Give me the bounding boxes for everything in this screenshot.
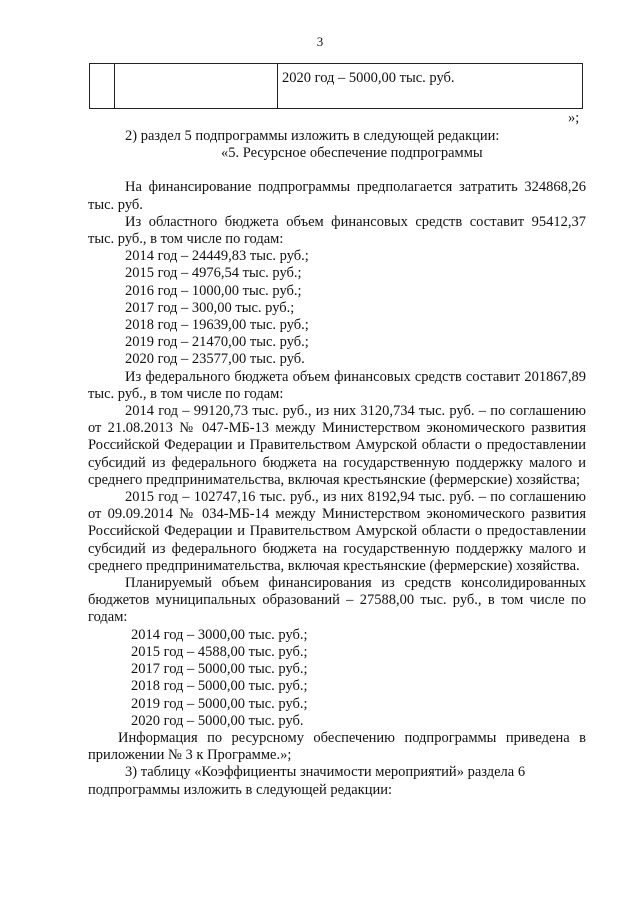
municipal-year-line: 2017 год – 5000,00 тыс. руб.; bbox=[131, 661, 308, 678]
table-cell-value: 2020 год – 5000,00 тыс. руб. bbox=[278, 64, 583, 109]
total-financing-paragraph: На финансирование подпрограммы предполагается затратить 324868,26 тыс. руб. bbox=[88, 179, 586, 213]
regional-year-line: 2016 год – 1000,00 тыс. руб.; bbox=[125, 282, 302, 299]
regional-year-line: 2017 год – 300,00 тыс. руб.; bbox=[125, 299, 295, 316]
municipal-year-line: 2020 год – 5000,00 тыс. руб. bbox=[131, 712, 304, 729]
regional-year-line: 2015 год – 4976,54 тыс. руб.; bbox=[125, 265, 302, 282]
table-row bbox=[90, 64, 583, 109]
municipal-year-line: 2019 год – 5000,00 тыс. руб.; bbox=[131, 695, 308, 712]
item-3-paragraph: 3) таблицу «Коэффициенты значимости мероприятий» раздела 6 подпрограммы изложить в следующей редакции: bbox=[88, 764, 526, 798]
federal-2015-paragraph: 2015 год – 102747,16 тыс. руб., из них 8192,94 тыс. руб. – по соглашению от 09.09.2014 № 034-МБ-14 между Министерством экономического развития Российской Федерации и Правительством Амурской области о предоставлении субсидий из федерального бюджета на государственную поддержку малого и среднего предпринимательства, включая крестьянские (фермерские) хозяйства. bbox=[88, 489, 586, 574]
regional-year-line: 2014 год – 24449,83 тыс. руб.; bbox=[125, 248, 309, 265]
regional-year-line: 2019 год – 21470,00 тыс. руб.; bbox=[125, 334, 309, 351]
regional-budget-paragraph: Из областного бюджета объем финансовых средств составит 95412,37 тыс. руб., в том числе по годам: bbox=[88, 213, 586, 248]
spacer bbox=[88, 162, 586, 179]
federal-budget-paragraph: Из федерального бюджета объем финансовых средств составит 201867,89 тыс. руб., в том числе по годам: bbox=[88, 368, 586, 402]
regional-year-line: 2020 год – 23577,00 тыс. руб. bbox=[125, 351, 305, 368]
municipal-year-line: 2014 год – 3000,00 тыс. руб.; bbox=[131, 626, 308, 643]
federal-2014-paragraph: 2014 год – 99120,73 тыс. руб., из них 3120,734 тыс. руб. – по соглашению от 21.08.2013 № 047-МБ-13 между Министерством экономического развития Российской Федерации и Правительством Амурской области о предоставлении субсидий из федерального бюджета на государственную поддержку малого и среднего предпринимательства, включая крестьянские (фермерские) хозяйства; bbox=[88, 403, 586, 488]
page-number: 3 bbox=[316, 34, 324, 49]
table-cell-empty bbox=[90, 64, 115, 109]
document-body bbox=[88, 128, 586, 799]
municipal-year-line: 2018 год – 5000,00 тыс. руб.; bbox=[131, 678, 308, 695]
info-paragraph: Информация по ресурсному обеспечению подпрограммы приведена в приложении № 3 к Программе.»; bbox=[88, 729, 586, 764]
item-2-intro: 2) раздел 5 подпрограммы изложить в следующей редакции: bbox=[125, 128, 500, 144]
table-fragment bbox=[89, 63, 583, 109]
closing-quote: »; bbox=[568, 110, 580, 126]
municipal-year-line: 2015 год – 4588,00 тыс. руб.; bbox=[131, 643, 308, 660]
section-title: «5. Ресурсное обеспечение подпрограммы bbox=[221, 145, 483, 162]
table-cell-empty bbox=[115, 64, 278, 109]
municipal-budget-paragraph: Планируемый объем финансирования из средств консолидированных бюджетов муниципальных образований – 27588,00 тыс. руб., в том числе по годам: bbox=[88, 575, 586, 626]
regional-year-line: 2018 год – 19639,00 тыс. руб.; bbox=[125, 317, 309, 334]
